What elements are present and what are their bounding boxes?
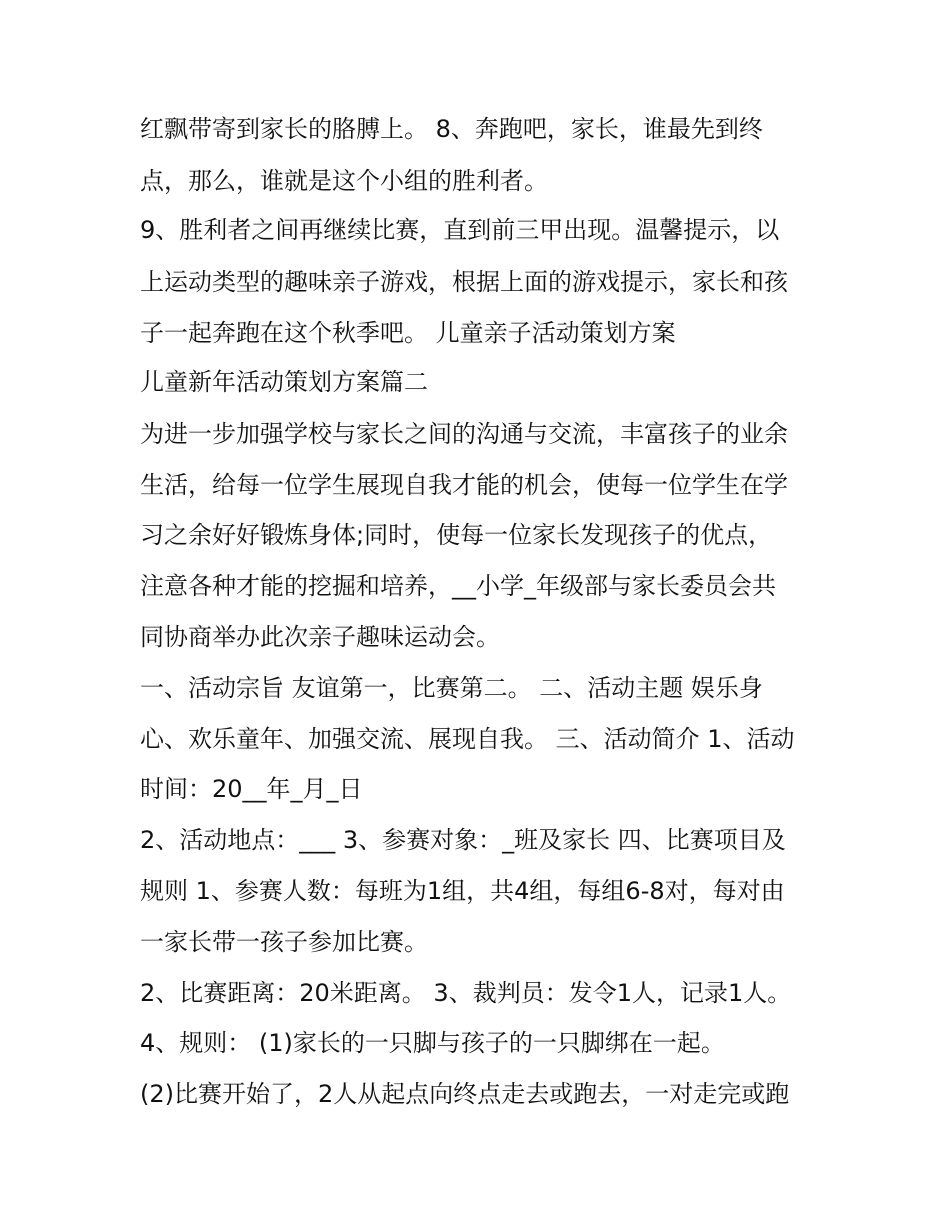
text-line: 2、活动地点：___ 3、参赛对象：_班及家长 四、比赛项目及: [140, 826, 786, 854]
text-line: 心、欢乐童年、加强交流、展现自我。 三、活动简介 1、活动: [140, 725, 795, 753]
text-line: 习之余好好锻炼身体;同时，使每一位家长发现孩子的优点，: [140, 521, 773, 549]
section-heading: 儿童新年活动策划方案篇二: [140, 368, 428, 396]
text-line: 生活，给每一位学生展现自我才能的机会，使每一位学生在学: [140, 471, 788, 499]
text-line: 一、活动宗旨 友谊第一，比赛第二。 二、活动主题 娱乐身: [140, 674, 763, 702]
text-line: 红飘带寄到家长的胳膊上。 8、奔跑吧，家长，谁最先到终: [140, 115, 763, 143]
text-line: (2)比赛开始了，2人从起点向终点走去或跑去，一对走完或跑: [140, 1080, 790, 1108]
text-line: 一家长带一孩子参加比赛。: [140, 928, 428, 956]
text-line: 为进一步加强学校与家长之间的沟通与交流，丰富孩子的业余: [140, 420, 788, 448]
text-line: 规则 1、参赛人数：每班为1组，共4组，每组6-8对，每对由: [140, 877, 785, 905]
text-line: 同协商举办此次亲子趣味运动会。: [140, 623, 500, 651]
text-line: 点，那么，谁就是这个小组的胜利者。: [140, 167, 548, 195]
text-line: 子一起奔跑在这个秋季吧。 儿童亲子活动策划方案: [140, 319, 676, 347]
text-line: 4、规则： (1)家长的一只脚与孩子的一只脚绑在一起。: [140, 1029, 725, 1057]
text-line: 2、比赛距离：20米距离。 3、裁判员：发令1人，记录1人。: [140, 979, 792, 1007]
text-line: 9、胜利者之间再继续比赛，直到前三甲出现。温馨提示，以: [140, 216, 780, 244]
text-line: 时间：20__年_月_日: [140, 775, 363, 803]
text-line: 注意各种才能的挖掘和培养，__小学_年级部与家长委员会共: [140, 572, 776, 600]
text-line: 上运动类型的趣味亲子游戏，根据上面的游戏提示，家长和孩: [140, 268, 788, 296]
